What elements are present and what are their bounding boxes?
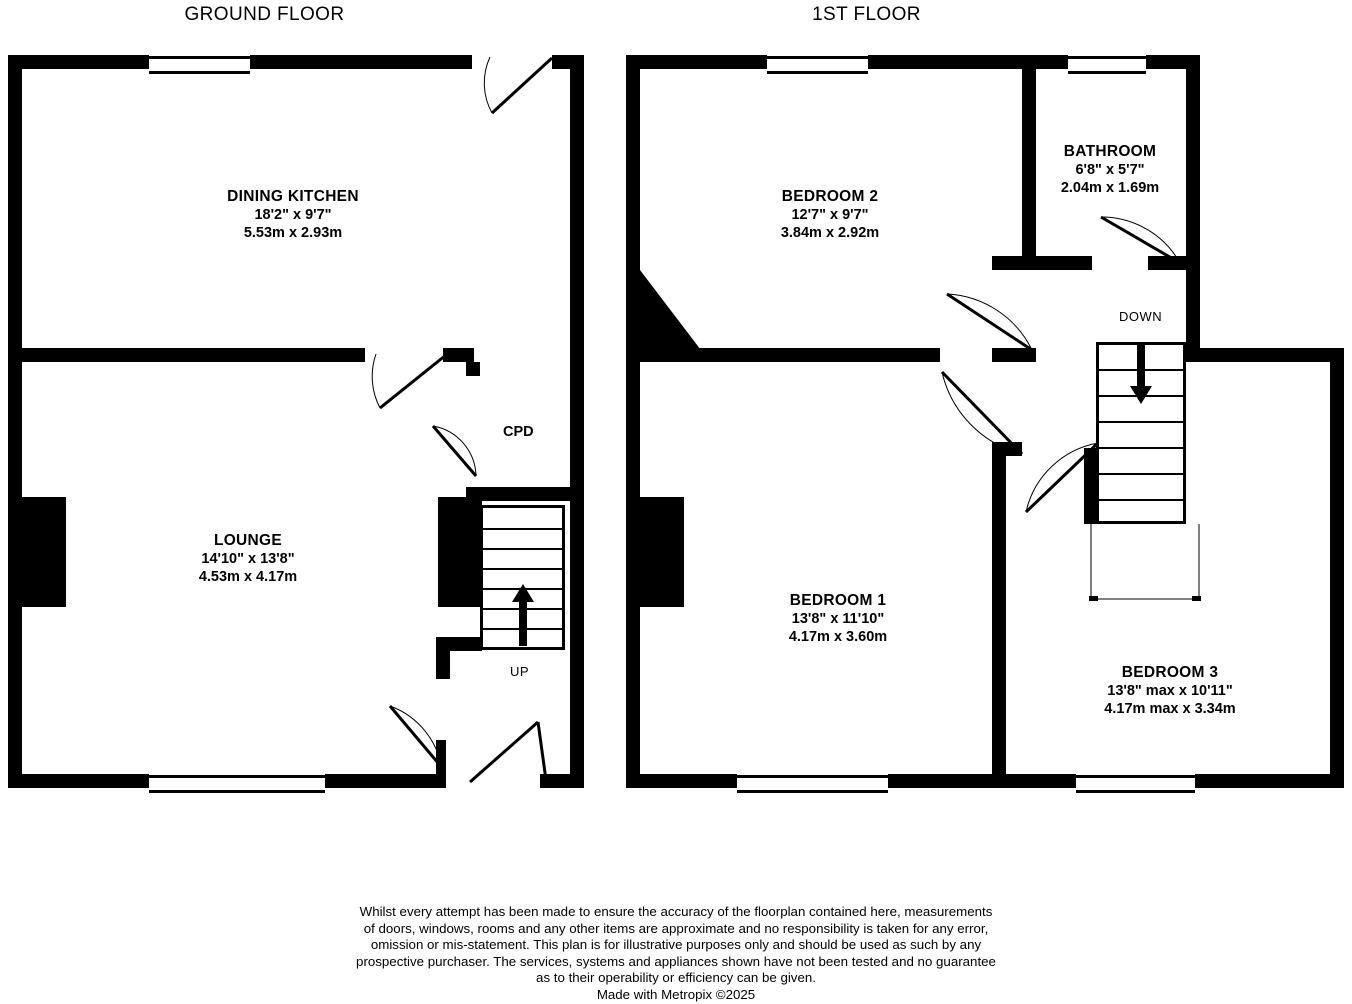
wall-landing-rail — [1084, 448, 1098, 524]
room-label-cpd: CPD — [503, 424, 534, 440]
disclaimer-line-4: prospective purchaser. The services, systems and appliances shown have not been tested and no guarantee — [356, 953, 996, 969]
wall-bottom-mid-1f — [888, 774, 1076, 788]
door-bathroom — [1085, 215, 1190, 275]
wall-bedroom3-top — [1186, 348, 1344, 362]
wall-top-left — [8, 55, 149, 69]
disclaimer-line-5: as to their operability or efficiency can be given. — [536, 970, 816, 986]
first-floor-title: 1ST FLOOR — [812, 4, 921, 25]
stairs-down-arrow-icon — [1126, 342, 1156, 404]
disclaimer-line-3: omission or mis-statement. This plan is for illustrative purposes only and should be used as such by any — [370, 937, 982, 953]
window-bedroom2-top — [767, 56, 868, 74]
disclaimer-line-1: Whilst every attempt has been made to ensure the accuracy of the floorplan contained here, measurements — [359, 904, 993, 919]
room-dim-imperial: 13'8" x 11'10" — [791, 611, 885, 627]
room-label-dining-kitchen — [123, 188, 463, 242]
wall-left-exterior-1f — [626, 55, 640, 788]
wall-bathroom-bottom-left — [992, 256, 1092, 270]
disclaimer-credit: Made with Metropix ©2025 — [596, 986, 756, 1002]
window-bathroom-top — [1068, 56, 1146, 74]
room-dim-metric: 4.53m x 4.17m — [198, 569, 298, 585]
wall-top-left-1f — [626, 55, 767, 69]
room-label-bedroom3 — [1000, 664, 1340, 718]
stairs-up-label: UP — [510, 664, 530, 679]
room-dim-metric: 5.53m x 2.93m — [243, 225, 343, 241]
disclaimer-line-2: of doors, windows, rooms and any other items are approximate and no responsibility is taken for any error, — [363, 920, 989, 936]
wall-internal-kitchen-lounge — [22, 348, 365, 362]
wall-bottom-left-1f — [626, 774, 737, 788]
room-dim-metric: 4.17m x 3.60m — [788, 629, 888, 645]
disclaimer-text — [0, 904, 1352, 1004]
room-name: BEDROOM 3 — [1121, 664, 1219, 681]
wall-stair-jog-horz — [436, 637, 482, 651]
window-lounge-bottom — [149, 775, 325, 793]
wall-right-exterior-lower-1f — [1330, 348, 1344, 788]
wall-top-mid-1f — [868, 55, 1068, 69]
wall-right-exterior-upper-1f — [1186, 55, 1200, 355]
chimney-breast-left — [22, 497, 66, 607]
wall-bottom-right-1f — [1195, 774, 1344, 788]
wall-top-right — [250, 55, 472, 69]
room-label-bathroom — [940, 143, 1280, 197]
door-hall-entry — [466, 700, 576, 790]
door-bedroom2 — [944, 272, 1039, 357]
ground-floor-title: GROUND FLOOR — [184, 4, 345, 25]
room-dim-imperial: 13'8" max x 10'11" — [1107, 683, 1233, 699]
wall-right-exterior — [570, 55, 584, 788]
door-front-entry — [470, 55, 570, 125]
room-name: DINING KITCHEN — [227, 188, 359, 205]
bedroom2-angled-corner — [640, 270, 710, 362]
window-bedroom1-bottom — [737, 775, 888, 793]
room-name: BEDROOM 2 — [781, 188, 879, 205]
stairs-down-label: DOWN — [1119, 309, 1163, 324]
room-label-bedroom1 — [668, 592, 1008, 646]
room-dim-metric: 3.84m x 2.92m — [780, 225, 880, 241]
room-name: LOUNGE — [213, 532, 283, 549]
room-dim-metric: 2.04m x 1.69m — [1060, 180, 1160, 196]
chimney-breast-right — [438, 497, 482, 607]
stairwell-opening — [1090, 524, 1200, 600]
room-name: BEDROOM 1 — [789, 592, 887, 609]
door-bedroom3 — [1020, 440, 1120, 520]
room-dim-imperial: 14'10" x 13'8" — [201, 551, 295, 567]
door-cpd — [428, 408, 488, 483]
room-dim-metric: 4.17m max x 3.34m — [1104, 701, 1236, 717]
window-kitchen-top — [149, 56, 250, 74]
wall-bottom-left — [8, 774, 149, 788]
wall-hall-stub — [466, 362, 480, 376]
chimney-breast-bedroom1 — [640, 497, 684, 607]
room-label-lounge — [78, 532, 418, 586]
window-bedroom3-bottom — [1076, 775, 1195, 793]
room-dim-imperial: 12'7" x 9'7" — [791, 207, 869, 223]
stairs-up-arrow-icon — [508, 584, 538, 646]
room-dim-imperial: 6'8" x 5'7" — [1075, 162, 1145, 178]
room-dim-imperial: 18'2" x 9'7" — [254, 207, 332, 223]
wall-left-exterior — [8, 55, 22, 788]
room-name: BATHROOM — [1063, 143, 1157, 160]
